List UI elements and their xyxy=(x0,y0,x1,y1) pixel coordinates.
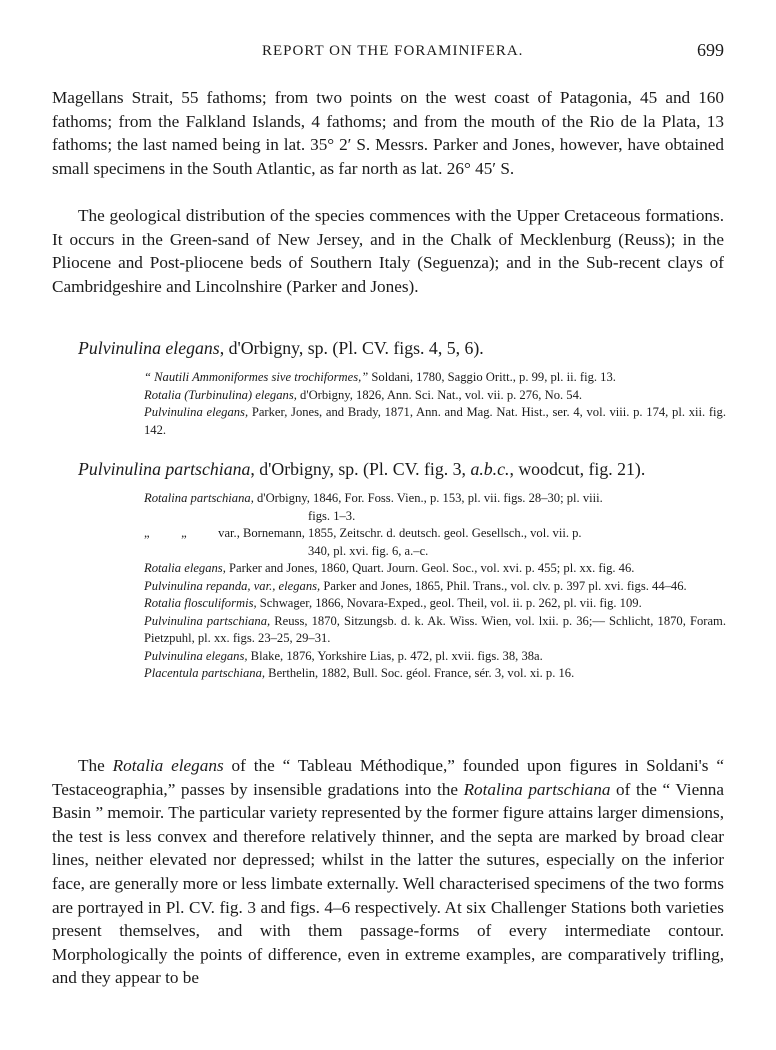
synonym-name: Rotalia elegans, xyxy=(144,561,226,575)
species-authority-end: , woodcut, fig. 21). xyxy=(509,459,646,479)
synonym-name: Pulvinulina elegans, xyxy=(144,405,249,419)
synonym-name: Placentula partschiana, xyxy=(144,666,266,680)
species-heading-partschiana xyxy=(78,459,728,480)
synonym-entry xyxy=(144,665,726,683)
synonym-entry xyxy=(144,404,726,439)
synonym-entry xyxy=(144,613,726,648)
paragraph-text: Magellans Strait, 55 fathoms; from two points on the west coast of Patagonia, 45 and 160 fathoms; from the Falkland Islands, 4 fathoms; and from the mouth of the Rio de la Plata, 13 fathoms; the last named being in lat. 35° 2′ S. Messrs. Parker and Jones, however, have obtained small specimens in the South Atlantic, as far north as lat. 26° 45′ S. xyxy=(52,88,724,178)
synonymy-list-partschiana xyxy=(144,490,726,683)
paragraph-discussion xyxy=(52,754,724,990)
species-heading-elegans xyxy=(78,338,728,359)
synonym-ref: d'Orbigny, 1826, Ann. Sci. Nat., vol. vii. p. 276, No. 54. xyxy=(296,387,583,402)
synonym-continuation: figs. 1–3. xyxy=(308,508,356,523)
paragraph-geological xyxy=(52,204,724,298)
species-authority: , d'Orbigny, sp. (Pl. CV. figs. 4, 5, 6). xyxy=(219,338,484,358)
text-run: of the “ Vienna Basin ” memoir. The particular variety represented by the former figure attains larger dimensions, the test is less convex and therefore relatively thinner, and the septa are marked by broad clear lines, neither elevated nor depressed; whilst in the latter the sutures, especially on the inferior face, are generally more or less limbate externally. Well characterised specimens of the two forms are portrayed in Pl. CV. fig. 3 and figs. 4–6 respectively. At six Challenger Stations both varieties present themselves, and with them passage-forms of every intermediate contour. Morphologically the points of difference, even in extreme examples, are comparatively trifling, and they appear to be xyxy=(52,779,725,988)
synonym-name: Pulvinulina elegans, xyxy=(144,648,248,663)
synonymy-list-elegans xyxy=(144,369,726,439)
synonym-name: Rotalia (Turbinulina) elegans, xyxy=(144,387,297,402)
synonym-name: Pulvinulina partschiana, xyxy=(144,613,271,628)
synonym-ref: Soldani, 1780, Saggio Oritt., p. 99, pl. ii. fig. 13. xyxy=(368,370,616,384)
synonym-continuation: 340, pl. xvi. fig. 6, a.–c. xyxy=(308,543,429,558)
synonym-entry xyxy=(144,648,726,666)
synonym-ref: Berthelin, 1882, Bull. Soc. géol. France, sér. 3, vol. xi. p. 16. xyxy=(265,666,575,680)
page-number: 699 xyxy=(697,40,724,60)
text-run: The xyxy=(78,756,113,775)
running-header xyxy=(52,40,724,64)
paragraph-text: The geological distribution of the species commences with the Upper Cretaceous formations. It occurs in the Green-sand of New Jersey, and in the Chalk of Mecklenburg (Reuss); in the Pliocene and Post-pliocene beds of Southern Italy (Seguenza); and in the Sub-recent clays of Cambridgeshire and Lincolnshire (Parker and Jones). xyxy=(52,206,724,296)
synonym-ref: Parker, Jones, and Brady, 1871, Ann. and Mag. Nat. Hist., ser. 4, vol. viii. p. 174, pl. xii. fig. 142. xyxy=(144,405,726,437)
running-title: REPORT ON THE FORAMINIFERA. xyxy=(262,43,524,59)
figure-letters: a.b.c. xyxy=(470,459,510,479)
synonym-entry xyxy=(144,369,726,387)
synonym-entry xyxy=(144,490,726,508)
synonym-entry xyxy=(144,578,726,596)
synonym-entry xyxy=(144,595,726,613)
species-name: Pulvinulina elegans xyxy=(78,338,220,358)
paragraph-text xyxy=(52,754,724,990)
synonym-name: Pulvinulina repanda, var., elegans, xyxy=(144,578,321,593)
paragraph-distribution xyxy=(52,86,724,180)
synonym-ref: Parker and Jones, 1860, Quart. Journ. Geol. Soc., vol. xvi. p. 455; pl. xx. fig. 46. xyxy=(225,561,635,575)
text-run: of the “ Tableau Méthodique,” founded upon figures in Soldani's “ Testaceographia,” passes by insensible gradations into the xyxy=(52,756,724,799)
synonym-entry xyxy=(144,560,726,578)
synonym-ref: Parker and Jones, 1865, Phil. Trans., vol. clv. p. 397 pl. xvi. figs. 44–46. xyxy=(320,578,687,593)
synonym-name: “ Nautili Ammoniformes sive trochiformes,” xyxy=(144,370,369,384)
synonym-ref: var., Bornemann, 1855, Zeitschr. d. deutsch. geol. Gesellsch., vol. vii. p. xyxy=(186,526,582,540)
synonym-entry xyxy=(144,525,726,543)
synonym-ref: Reuss, 1870, Sitzungsb. d. k. Ak. Wiss. Wien, vol. lxii. p. 36;— Schlicht, 1870, Foram. Pietzpuhl, pl. xx. figs. 23–25, 29–31. xyxy=(144,613,726,645)
synonym-ref: Schwager, 1866, Novara-Exped., geol. Theil, vol. ii. p. 262, pl. vii. fig. 109. xyxy=(256,596,642,610)
taxon-name: Rotalia elegans xyxy=(112,756,224,775)
synonym-name: Rotalina partschiana, xyxy=(144,491,254,505)
species-name: Pulvinulina partschiana xyxy=(78,459,251,479)
synonym-name: Rotalia flosculiformis, xyxy=(144,596,257,610)
species-authority: , d'Orbigny, sp. (Pl. CV. fig. 3, xyxy=(250,459,471,479)
synonym-ref: Blake, 1876, Yorkshire Lias, p. 472, pl. xvii. figs. 38, 38a. xyxy=(247,648,543,663)
ditto-marks: „ „ xyxy=(144,526,187,540)
synonym-entry xyxy=(144,387,726,405)
synonym-ref: d'Orbigny, 1846, For. Foss. Vien., p. 153, pl. vii. figs. 28–30; pl. viii. xyxy=(253,491,603,505)
taxon-name: Rotalina partschiana xyxy=(463,779,611,799)
